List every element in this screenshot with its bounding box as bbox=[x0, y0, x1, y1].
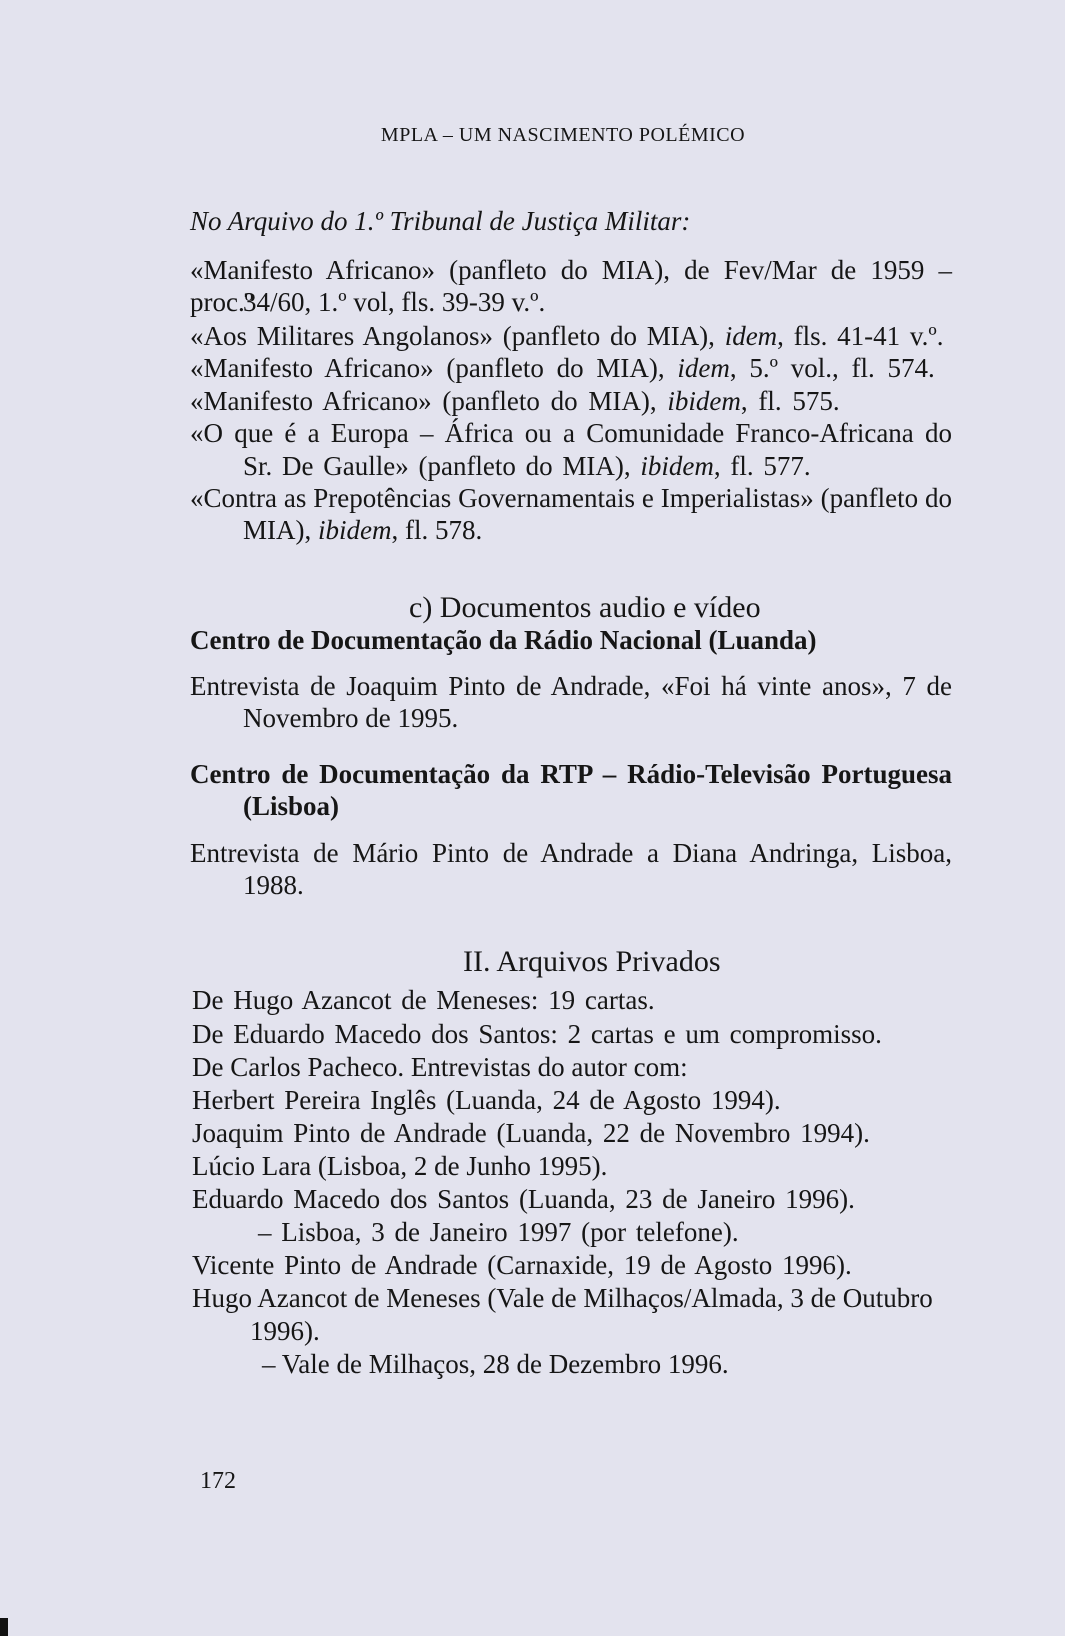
entry-line: Entrevista de Joaquim Pinto de Andrade, «Foi há vinte anos», 7 de bbox=[190, 671, 952, 701]
entry-line: Novembro de 1995. bbox=[243, 703, 459, 733]
entry-text: , fls. 41-41 v.º. bbox=[777, 321, 944, 351]
entry-line: 1988. bbox=[243, 870, 304, 900]
page-number: 172 bbox=[200, 1468, 236, 1494]
scan-edge-mark bbox=[0, 1618, 8, 1636]
list-item: Eduardo Macedo dos Santos (Luanda, 23 de Janeiro 1996). bbox=[192, 1184, 855, 1214]
list-item: De Hugo Azancot de Meneses: 19 cartas. bbox=[192, 985, 655, 1015]
archive-heading: Centro de Documentação da RTP – Rádio-Televisão Portuguesa bbox=[190, 759, 952, 789]
section-heading-c: c) Documentos audio e vídeo bbox=[409, 591, 761, 624]
entry-text: «Manifesto Africano» (panfleto do MIA), bbox=[190, 386, 668, 416]
entry-line bbox=[243, 450, 811, 482]
list-item: Herbert Pereira Inglês (Luanda, 24 de Agosto 1994). bbox=[192, 1085, 781, 1115]
entry-text: , 5.º vol., fl. 574. bbox=[729, 353, 935, 383]
entry-italic: idem bbox=[677, 353, 730, 383]
section-heading-ii: II. Arquivos Privados bbox=[463, 945, 721, 978]
entry-line bbox=[190, 385, 840, 417]
entry-text: , fl. 578. bbox=[391, 515, 483, 545]
entry-line: Entrevista de Mário Pinto de Andrade a Diana Andringa, Lisboa, bbox=[190, 838, 952, 868]
list-item: Joaquim Pinto de Andrade (Luanda, 22 de Novembro 1994). bbox=[192, 1118, 870, 1148]
entry-line: «Manifesto Africano» (panfleto do MIA), de Fev/Mar de 1959 – proc.º bbox=[190, 255, 952, 317]
archive-heading: (Lisboa) bbox=[243, 791, 340, 821]
entry-line bbox=[243, 514, 482, 546]
archive-title: No Arquivo do 1.º Tribunal de Justiça Militar: bbox=[190, 206, 691, 236]
entry-italic: ibidem bbox=[318, 515, 392, 545]
entry-line bbox=[190, 352, 935, 384]
list-item: Hugo Azancot de Meneses (Vale de Milhaços/Almada, 3 de Outubro bbox=[192, 1283, 933, 1313]
entry-text: MIA), bbox=[243, 515, 318, 545]
entry-text: «Aos Militares Angolanos» (panfleto do MIA), bbox=[190, 321, 725, 351]
list-item: Lúcio Lara (Lisboa, 2 de Junho 1995). bbox=[192, 1151, 608, 1181]
entry-text: «Manifesto Africano» (panfleto do MIA), bbox=[190, 353, 678, 383]
entry-italic: ibidem bbox=[667, 386, 741, 416]
running-header: MPLA – UM NASCIMENTO POLÉMICO bbox=[380, 124, 746, 146]
entry-text: , fl. 577. bbox=[713, 451, 811, 481]
list-item: – Vale de Milhaços, 28 de Dezembro 1996. bbox=[262, 1349, 729, 1379]
entry-italic: ibidem bbox=[640, 451, 714, 481]
list-item: De Carlos Pacheco. Entrevistas do autor com: bbox=[192, 1052, 688, 1082]
entry-line bbox=[190, 320, 944, 352]
list-item: – Lisboa, 3 de Janeiro 1997 (por telefone). bbox=[258, 1217, 739, 1247]
list-item: De Eduardo Macedo dos Santos: 2 cartas e um compromisso. bbox=[192, 1019, 882, 1049]
entry-text: Sr. De Gaulle» (panfleto do MIA), bbox=[243, 451, 641, 481]
archive-heading: Centro de Documentação da Rádio Nacional (Luanda) bbox=[190, 625, 817, 655]
list-item: 1996). bbox=[250, 1316, 320, 1346]
entry-line: 34/60, 1.º vol, fls. 39-39 v.º. bbox=[243, 287, 546, 317]
list-item: Vicente Pinto de Andrade (Carnaxide, 19 de Agosto 1996). bbox=[192, 1250, 852, 1280]
entry-line: «O que é a Europa – África ou a Comunidade Franco-Africana do bbox=[190, 418, 952, 448]
entry-line: «Contra as Prepotências Governamentais e Imperialistas» (panfleto do bbox=[190, 483, 952, 513]
entry-italic: idem bbox=[724, 321, 778, 351]
entry-text: , fl. 575. bbox=[740, 386, 840, 416]
